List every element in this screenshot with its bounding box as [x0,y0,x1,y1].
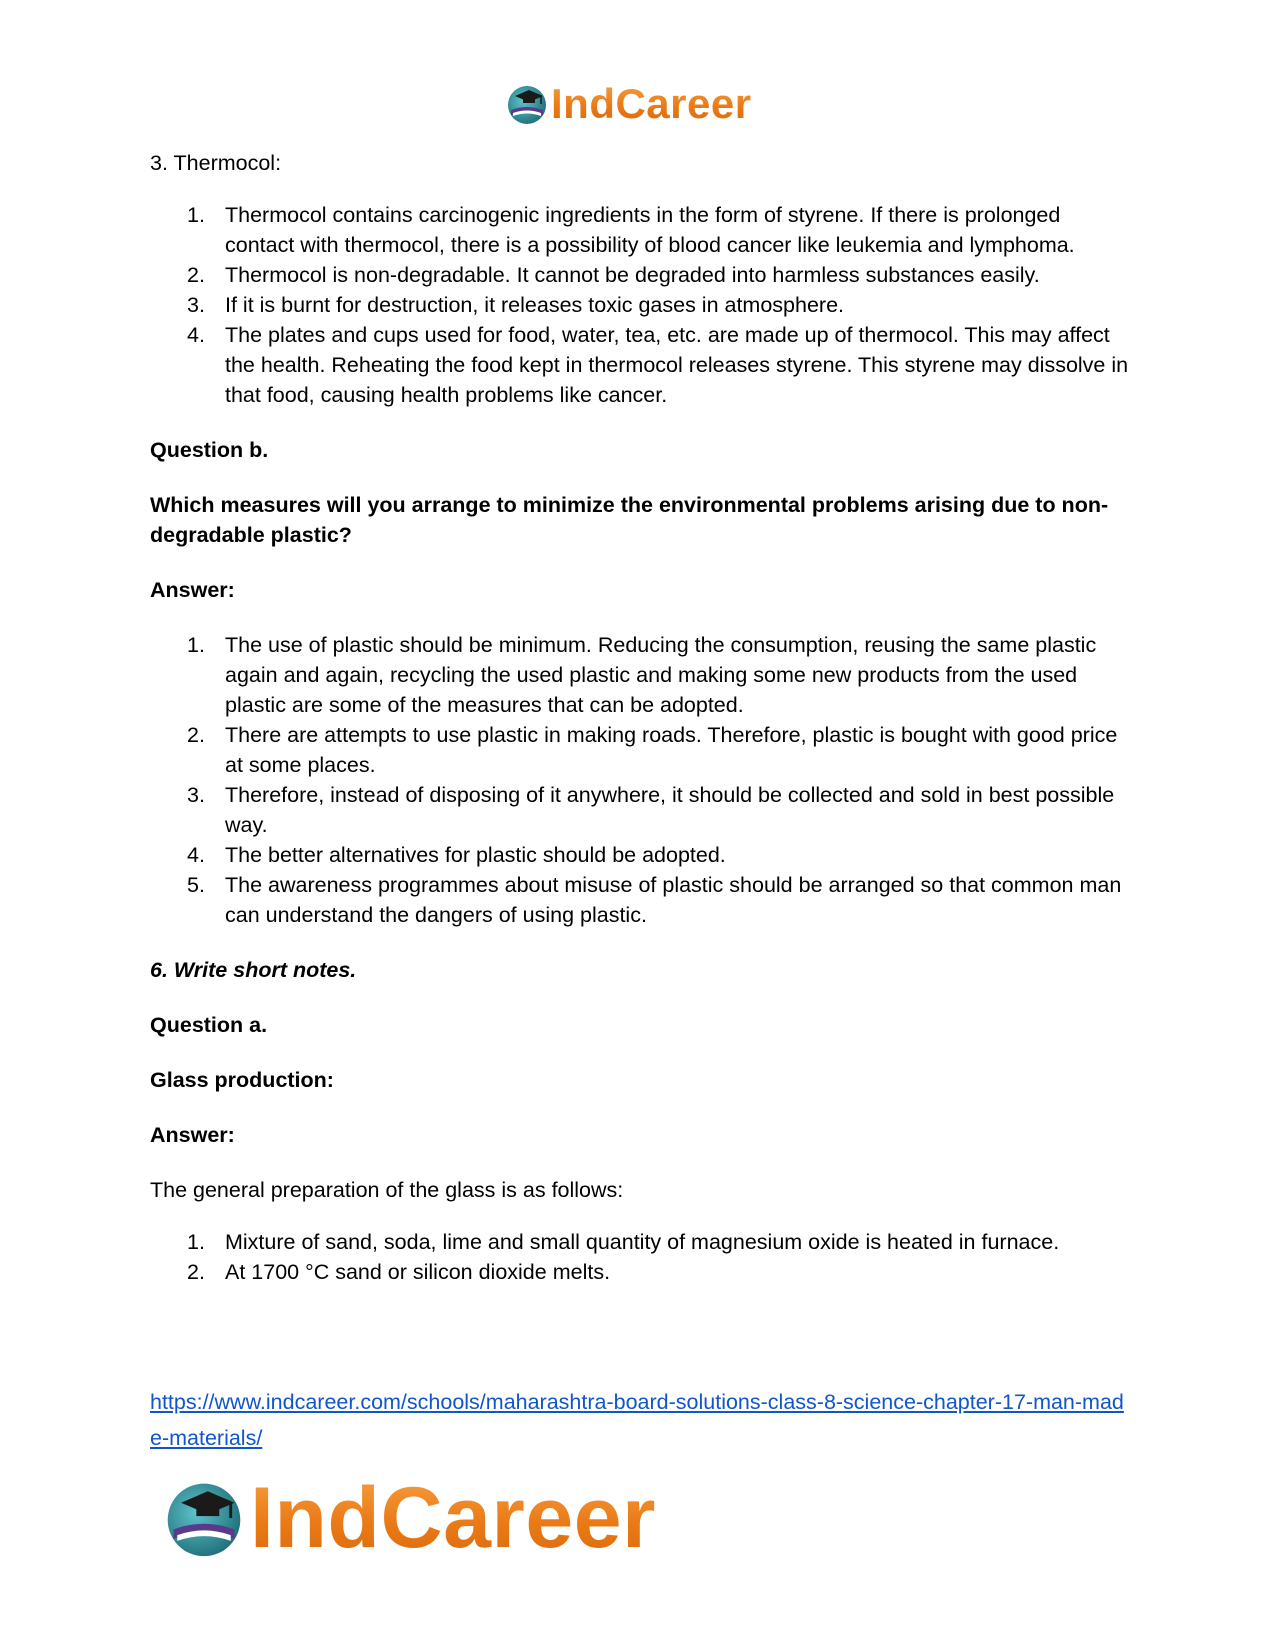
graduation-globe-icon [505,82,549,126]
list-item: 2. There are attempts to use plastic in making roads. Therefore, plastic is bought with good price at some places. [187,723,1118,777]
list-item: 2. At 1700 °C sand or silicon dioxide melts. [187,1260,611,1284]
glass-production-list [150,1227,1130,1287]
document-body [150,148,1130,1312]
question-b-answer-list [150,630,1130,930]
header-logo [505,80,752,128]
header-logo-text: IndCareer [551,80,752,127]
graduation-globe-icon [162,1476,246,1560]
list-item: 2. Thermocol is non-degradable. It cannot be degraded into harmless substances easily. [187,263,1040,287]
source-link[interactable]: https://www.indcareer.com/schools/maharashtra-board-solutions-class-8-science-chapter-17-man-made-materials/ [150,1390,1124,1450]
question-a-topic: Glass production: [150,1068,334,1092]
list-item: 3. If it is burnt for destruction, it releases toxic gases in atmosphere. [187,293,845,317]
list-item: 1. Mixture of sand, soda, lime and small quantity of magnesium oxide is heated in furnace. [187,1230,1060,1254]
question-b-label: Question b. [150,438,269,462]
list-item: 5. The awareness programmes about misuse of plastic should be arranged so that common man can understand the dangers of using plastic. [187,873,1122,927]
thermocol-heading: 3. Thermocol: [150,151,282,175]
question-a-label: Question a. [150,1013,268,1037]
list-item: 4. The better alternatives for plastic should be adopted. [187,843,726,867]
question-b-answer-label: Answer: [150,578,235,602]
question-a-answer-label: Answer: [150,1123,235,1147]
list-item: 3. Therefore, instead of disposing of it anywhere, it should be collected and sold in best possible way. [187,783,1115,837]
list-item: 1. The use of plastic should be minimum. Reducing the consumption, reusing the same plastic again and again, recycling the used plastic and making some new products from the used plastic are some of the measures that can be adopted. [187,633,1097,717]
thermocol-list [150,200,1130,410]
list-item: 1. Thermocol contains carcinogenic ingredients in the form of styrene. If there is prolonged contact with thermocol, there is a possibility of blood cancer like leukemia and lymphoma. [187,203,1075,257]
list-item: 4. The plates and cups used for food, water, tea, etc. are made up of thermocol. This may affect the health. Reheating the food kept in thermocol releases styrene. This styrene may dissolve in that food, causing health problems like cancer. [187,323,1129,407]
question-a-intro: The general preparation of the glass is as follows: [150,1178,624,1202]
footer-logo [162,1470,656,1566]
section-6-heading: 6. Write short notes. [150,958,357,982]
footer-logo-text: IndCareer [250,1469,656,1566]
question-b-text: Which measures will you arrange to minimize the environmental problems arising due to non-degradable plastic? [150,493,1109,547]
